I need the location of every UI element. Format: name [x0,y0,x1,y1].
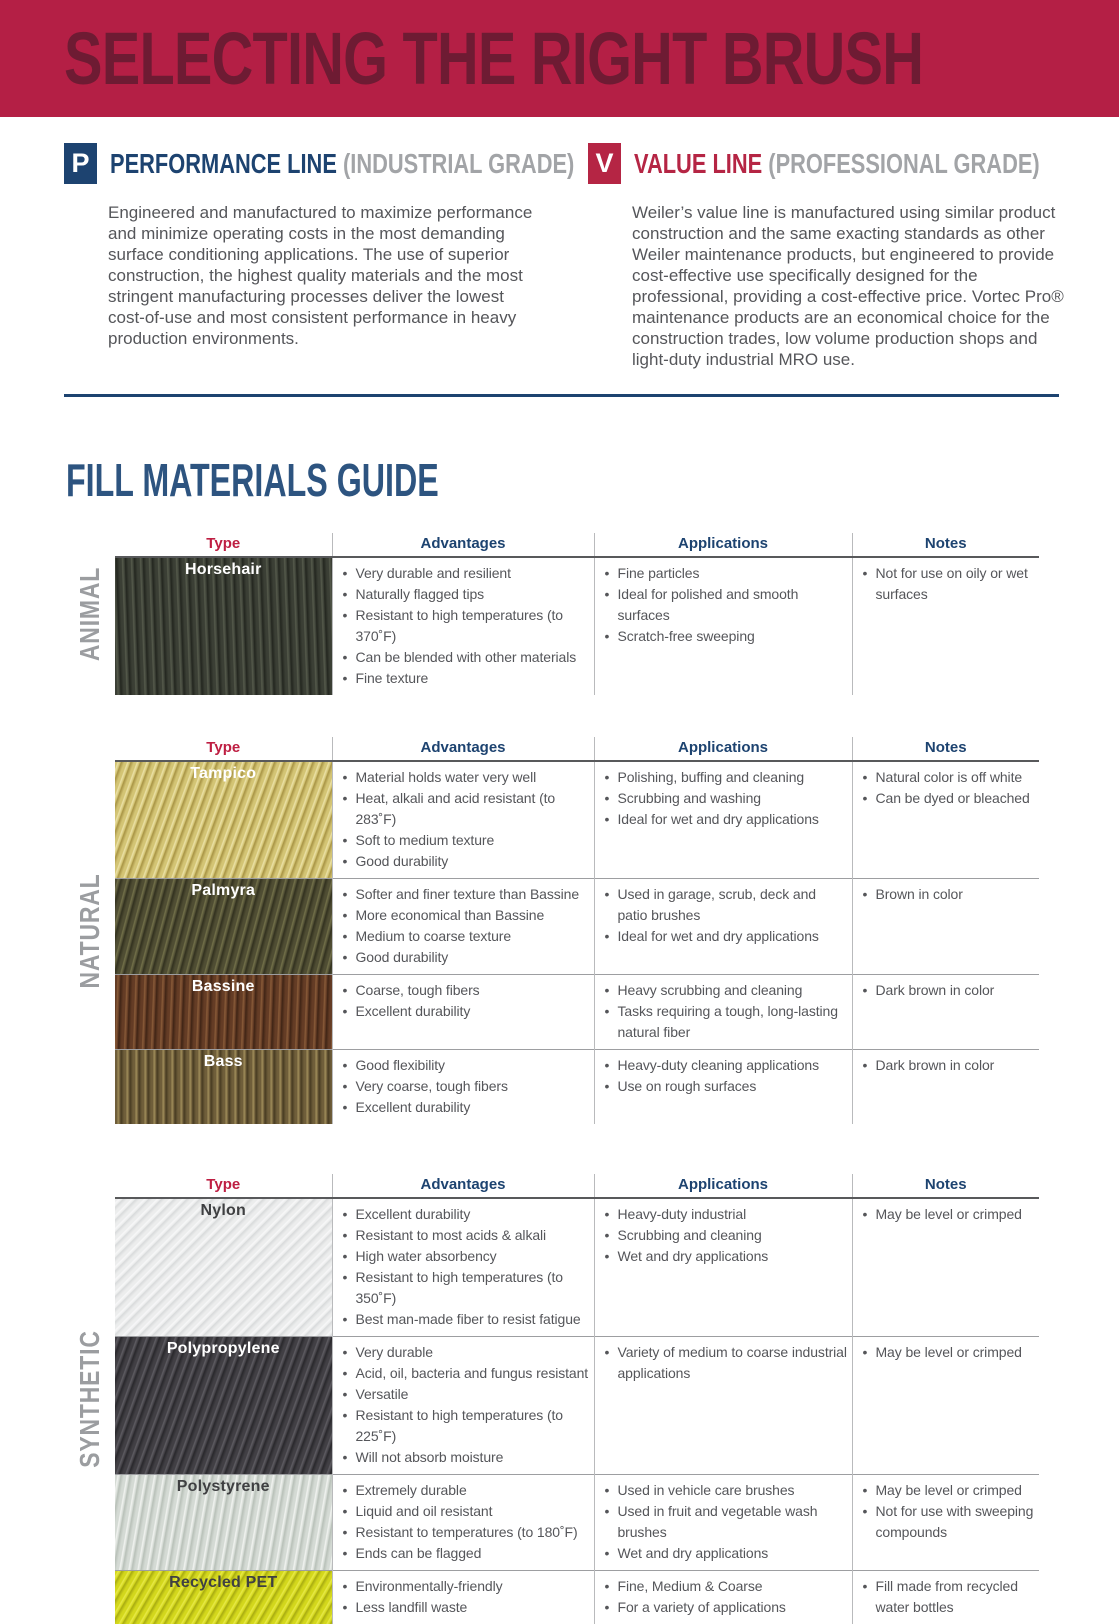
value-line-heading [588,143,1066,184]
material-type-cell [115,1337,332,1475]
table-header-row [115,533,1039,557]
applications-list [605,980,848,1043]
column-header-applications: Applications [594,533,852,557]
performance-line-heading [64,143,542,184]
applications-cell [594,1571,852,1624]
material-section-animal [64,533,1119,695]
advantages-list [343,1480,590,1564]
bullet-item: • Extremely durable [343,1480,590,1501]
guide-sections [0,533,1119,1624]
material-name: Palmyra [115,882,332,900]
value-line-description: Weiler’s value line is manufactured using similar product construction and the same exacting standards as other Weiler maintenance products, but engineered to provide cost-effective use specifically designed for the professional, providing a cost-effective price. Vortec Pro® maintenance products are an economical choice for the construction trades, low volume production shops and light-duty industrial MRO use. [632,202,1066,370]
bullet-item: • Fine, Medium & Coarse [605,1576,848,1597]
applications-list [605,563,848,647]
notes-list [863,1342,1036,1363]
notes-list [863,980,1036,1001]
advantages-cell [332,1571,594,1624]
material-name: Tampico [115,765,332,783]
advantages-list [343,884,590,968]
applications-cell [594,975,852,1050]
fill-materials-guide-title: FILL MATERIALS GUIDE [66,457,1119,503]
notes-cell [852,879,1039,975]
bullet-item: • Softer and finer texture than Bassine [343,884,590,905]
material-section-natural [64,737,1119,1124]
bullet-item: • Heavy scrubbing and cleaning [605,980,848,1001]
bullet-item: • Tasks requiring a tough, long-lasting natural fiber [605,1001,848,1043]
column-header-notes: Notes [852,1174,1039,1198]
advantages-cell [332,761,594,879]
applications-cell [594,1337,852,1475]
column-header-type: Type [115,737,332,761]
bullet-item: • Excellent durability [343,1097,590,1118]
advantages-list [343,1342,590,1468]
materials-table [115,533,1039,695]
brush-photo-recycledpet [115,1571,332,1624]
material-row [115,761,1039,879]
applications-list [605,884,848,947]
bullet-item: • Soft to medium texture [343,830,590,851]
bullet-item: • Fill made from recycled water bottles [863,1576,1036,1618]
bullet-item: • Scrubbing and cleaning [605,1225,848,1246]
advantages-list [343,563,590,689]
material-type-cell [115,1571,332,1624]
advantages-list [343,1055,590,1118]
advantages-cell [332,1050,594,1125]
material-name: Bass [115,1053,332,1071]
bullet-item: • Resistant to high temperatures (to 225˚F) [343,1405,590,1447]
bullet-item: • Environmentally-friendly [343,1576,590,1597]
notes-list [863,884,1036,905]
material-type-cell [115,1475,332,1571]
material-row [115,1337,1039,1475]
bullet-item: • Ideal for wet and dry applications [605,926,848,947]
column-header-applications: Applications [594,737,852,761]
bullet-item: • High water absorbency [343,1246,590,1267]
applications-list [605,1204,848,1267]
bullet-item: • Fine particles [605,563,848,584]
notes-cell [852,1571,1039,1624]
brush-photo-polystyrene [115,1475,332,1570]
bullet-item: • More economical than Bassine [343,905,590,926]
material-name: Bassine [115,978,332,996]
value-line-title: VALUE LINE (PROFESSIONAL GRADE) [634,150,1119,178]
bullet-item: • Not for use on oily or wet surfaces [863,563,1036,605]
applications-cell [594,879,852,975]
bullet-item: • Good flexibility [343,1055,590,1076]
bullet-item: • Will not absorb moisture [343,1447,590,1468]
brush-photo-bassine [115,975,332,1049]
bullet-item: • Heat, alkali and acid resistant (to 283˚F) [343,788,590,830]
bullet-item: • Natural color is off white [863,767,1036,788]
bullet-item: • Dark brown in color [863,1055,1036,1076]
materials-table [115,737,1039,1124]
material-row [115,975,1039,1050]
material-row [115,1475,1039,1571]
material-name: Horsehair [115,561,332,579]
bullet-item: • Used in garage, scrub, deck and patio brushes [605,884,848,926]
bullet-item: • May be level or crimped [863,1342,1036,1363]
material-name: Recycled PET [115,1574,332,1592]
notes-cell [852,761,1039,879]
category-label-animal: ANIMAL [64,533,115,695]
bullet-item: • Coarse, tough fibers [343,980,590,1001]
material-section-synthetic [64,1174,1119,1624]
applications-cell [594,1475,852,1571]
material-name: Polystyrene [115,1478,332,1496]
bullet-item: • For a variety of applications [605,1597,848,1618]
material-row [115,557,1039,695]
bullet-item: • Heavy-duty cleaning applications [605,1055,848,1076]
applications-list [605,1576,848,1618]
notes-cell [852,1337,1039,1475]
bullet-item: • Best man-made fiber to resist fatigue [343,1309,590,1330]
bullet-item: • Used in vehicle care brushes [605,1480,848,1501]
brush-photo-tampico [115,762,332,878]
bullet-item: • Ends can be flagged [343,1543,590,1564]
bullet-item: • Resistant to most acids & alkali [343,1225,590,1246]
notes-list [863,1055,1036,1076]
bullet-item: • Heavy-duty industrial [605,1204,848,1225]
advantages-list [343,1204,590,1330]
bullet-item: • Scratch-free sweeping [605,626,848,647]
bullet-item: • Naturally flagged tips [343,584,590,605]
bullet-item: • Good durability [343,947,590,968]
column-header-type: Type [115,1174,332,1198]
applications-list [605,1342,848,1384]
column-header-type: Type [115,533,332,557]
advantages-list [343,980,590,1022]
performance-badge: P [64,143,97,184]
bullet-item: • Excellent durability [343,1001,590,1022]
material-row [115,1198,1039,1337]
bullet-item: • Use on rough surfaces [605,1076,848,1097]
brush-photo-nylon [115,1199,332,1336]
applications-cell [594,761,852,879]
bullet-item: • Not for use with sweeping compounds [863,1501,1036,1543]
bullet-item: • Very durable [343,1342,590,1363]
material-row [115,879,1039,975]
bullet-item: • Material holds water very well [343,767,590,788]
bullet-item: • Brown in color [863,884,1036,905]
applications-cell [594,1198,852,1337]
applications-list [605,1480,848,1564]
bullet-item: • Liquid and oil resistant [343,1501,590,1522]
bullet-item: • Variety of medium to coarse industrial applications [605,1342,848,1384]
bullet-item: • Resistant to high temperatures (to 350˚F) [343,1267,590,1309]
notes-list [863,1204,1036,1225]
bullet-item: • Less landfill waste [343,1597,590,1618]
material-row [115,1050,1039,1125]
value-line-section [588,143,1066,370]
notes-list [863,767,1036,809]
bullet-item: • Excellent durability [343,1204,590,1225]
table-header-row [115,1174,1039,1198]
bullet-item: • Acid, oil, bacteria and fungus resistant [343,1363,590,1384]
material-type-cell [115,557,332,695]
page-title: SELECTING THE RIGHT BRUSH [64,22,1119,96]
performance-line-section [64,143,542,370]
applications-cell [594,1050,852,1125]
table-header-row [115,737,1039,761]
material-row [115,1571,1039,1624]
bullet-item: • Versatile [343,1384,590,1405]
bullet-item: • Medium to coarse texture [343,926,590,947]
bullet-item: • Fine texture [343,668,590,689]
notes-list [863,1480,1036,1543]
bullet-item: • Polishing, buffing and cleaning [605,767,848,788]
column-header-advantages: Advantages [332,1174,594,1198]
notes-cell [852,557,1039,695]
advantages-cell [332,975,594,1050]
advantages-cell [332,1198,594,1337]
notes-cell [852,1198,1039,1337]
bullet-item: • Can be blended with other materials [343,647,590,668]
notes-cell [852,1475,1039,1571]
bullet-item: • Resistant to high temperatures (to 370˚F) [343,605,590,647]
bullet-item: • Dark brown in color [863,980,1036,1001]
advantages-list [343,1576,590,1618]
bullet-item: • May be level or crimped [863,1480,1036,1501]
column-header-notes: Notes [852,533,1039,557]
notes-cell [852,1050,1039,1125]
brush-photo-bass [115,1050,332,1124]
column-header-advantages: Advantages [332,737,594,761]
bullet-item: • Very durable and resilient [343,563,590,584]
material-type-cell [115,1050,332,1125]
materials-table [115,1174,1039,1624]
section-divider [64,394,1059,397]
bullet-item: • Can be dyed or bleached [863,788,1036,809]
notes-list [863,1576,1036,1618]
brush-photo-palmyra [115,879,332,974]
performance-line-description: Engineered and manufactured to maximize performance and minimize operating costs in the most demanding surface conditioning applications. The use of superior construction, the highest quality materials and the most stringent manufacturing processes deliver the lowest cost-of-use and most consistent performance in heavy production environments. [108,202,542,349]
performance-line-title: PERFORMANCE LINE (INDUSTRIAL GRADE) [110,150,705,178]
advantages-cell [332,557,594,695]
material-type-cell [115,879,332,975]
material-type-cell [115,975,332,1050]
advantages-list [343,767,590,872]
bullet-item: • Ideal for polished and smooth surfaces [605,584,848,626]
bullet-item: • Good durability [343,851,590,872]
product-lines [64,143,1059,370]
applications-list [605,1055,848,1097]
brush-photo-polypropylene [115,1337,332,1474]
material-type-cell [115,761,332,879]
bullet-item: • Resistant to temperatures (to 180˚F) [343,1522,590,1543]
applications-list [605,767,848,830]
column-header-applications: Applications [594,1174,852,1198]
bullet-item: • Used in fruit and vegetable wash brushes [605,1501,848,1543]
notes-list [863,563,1036,605]
page-banner [0,0,1119,117]
material-type-cell [115,1198,332,1337]
bullet-item: • Wet and dry applications [605,1543,848,1564]
category-label-natural: NATURAL [64,737,115,1124]
brush-photo-horsehair [115,558,332,695]
advantages-cell [332,1475,594,1571]
category-label-synthetic: SYNTHETIC [64,1174,115,1624]
material-name: Polypropylene [115,1340,332,1358]
bullet-item: • Ideal for wet and dry applications [605,809,848,830]
bullet-item: • Wet and dry applications [605,1246,848,1267]
advantages-cell [332,879,594,975]
notes-cell [852,975,1039,1050]
material-name: Nylon [115,1202,332,1220]
advantages-cell [332,1337,594,1475]
value-badge: V [588,143,621,184]
bullet-item: • May be level or crimped [863,1204,1036,1225]
column-header-advantages: Advantages [332,533,594,557]
applications-cell [594,557,852,695]
bullet-item: • Very coarse, tough fibers [343,1076,590,1097]
column-header-notes: Notes [852,737,1039,761]
bullet-item: • Scrubbing and washing [605,788,848,809]
